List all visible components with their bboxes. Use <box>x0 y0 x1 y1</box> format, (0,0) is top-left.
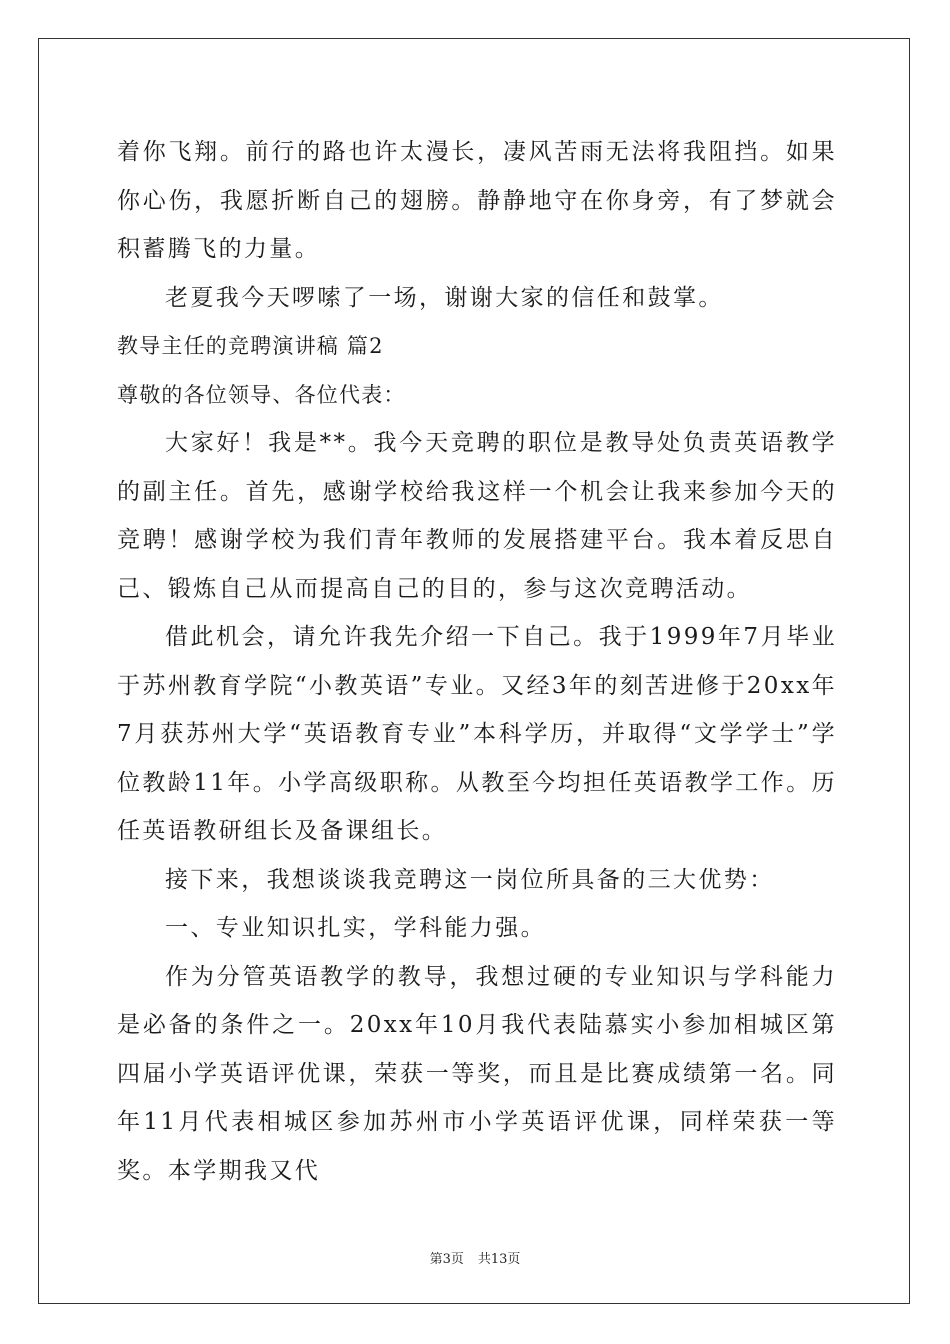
paragraph-advantage-one: 一、专业知识扎实，学科能力强。 <box>165 915 546 941</box>
document-body <box>117 128 837 1195</box>
section-heading: 教导主任的竞聘演讲稿 篇2 <box>117 334 384 358</box>
page-total: 共13页 <box>477 1252 521 1267</box>
paragraph-introduction: 借此机会，请允许我先介绍一下自己。我于1999年7月毕业于苏州教育学院“小教英语”专业。又经3年的刻苦进修于20xx年7月获苏州大学“英语教育专业”本科学历，并取得“文学学士”学位教龄11年。小学高级职称。从教至今均担任英语教学工作。历任英语教研组长及备课组长。 <box>117 624 837 844</box>
paragraph-advantage-one-detail: 作为分管英语教学的教导，我想过硬的专业知识与学科能力是必备的条件之一。20xx年10月我代表陆慕实小参加相城区第四届小学英语评优课，荣获一等奖，而且是比赛成绩第一名。同年11月代表相城区参加苏州市小学英语评优课，同样荣获一等奖。本学期我又代 <box>117 963 837 1184</box>
paragraph-greeting: 大家好！我是**。我今天竞聘的职位是教导处负责英语教学的副主任。首先，感谢学校给我这样一个机会让我来参加今天的竞聘！感谢学校为我们青年教师的发展搭建平台。我本着反思自己、锻炼自己从而提高自己的目的，参与这次竞聘活动。 <box>117 430 837 602</box>
page-number: 第3页 <box>429 1252 464 1267</box>
paragraph-closing: 老夏我今天啰嗦了一场，谢谢大家的信任和鼓掌。 <box>165 284 724 311</box>
salutation: 尊敬的各位领导、各位代表： <box>117 382 406 407</box>
page-footer <box>0 1248 950 1267</box>
paragraph-continued: 着你飞翔。前行的路也许太漫长，凄风苦雨无法将我阻挡。如果你心伤，我愿折断自己的翅膀。静静地守在你身旁，有了梦就会积蓄腾飞的力量。 <box>117 139 837 262</box>
paragraph-advantages-intro: 接下来，我想谈谈我竞聘这一岗位所具备的三大优势： <box>165 866 775 893</box>
